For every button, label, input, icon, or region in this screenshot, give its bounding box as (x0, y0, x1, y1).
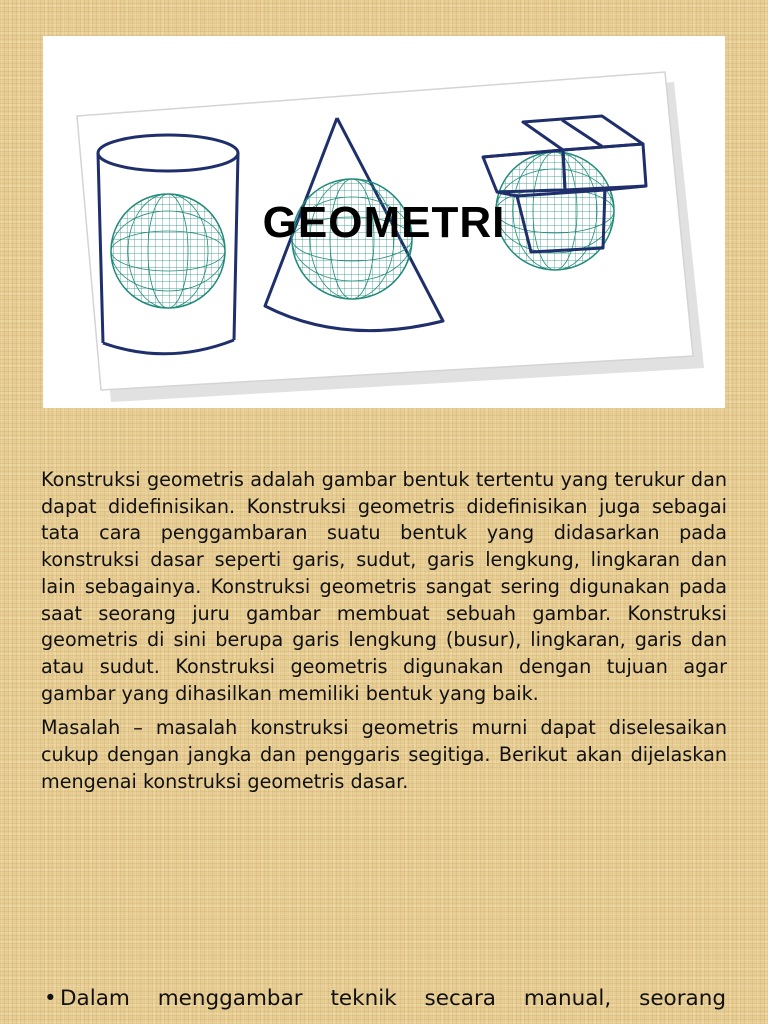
paragraph-problems: Masalah – masalah konstruksi geometris murni dapat diselesaikan cukup dengan jangka dan penggaris segitiga. Berikut akan dijelaskan mengenai konstruksi geometris dasar. (41, 716, 727, 793)
figure-title: GEOMETRI (262, 198, 506, 247)
paragraph-definition: Konstruksi geometris adalah gambar bentuk tertentu yang terukur dan dapat didefinisikan. Konstruksi geometris didefinisikan juga sebagai tata cara penggambaran suatu bentuk yang didasarkan pada konstruksi dasar seperti garis, sudut, garis lengkung, lingkaran dan lain sebagainya. Konstruksi geometris sangat sering digunakan pada saat seorang juru gambar membuat sebuah gambar. Konstruksi geometris di sini berupa garis lengkung (busur), lingkaran, garis dan atau sudut. Konstruksi geometris digunakan dengan tujuan agar gambar yang dihasilkan memiliki bentuk yang baik. (41, 468, 727, 705)
bullet-marker: • (44, 986, 57, 1011)
geometry-figure (43, 36, 725, 408)
bullet-text: Dalam menggambar teknik secara manual, seorang (60, 986, 726, 1011)
body-text (41, 467, 727, 803)
bullet-item (44, 982, 726, 1015)
